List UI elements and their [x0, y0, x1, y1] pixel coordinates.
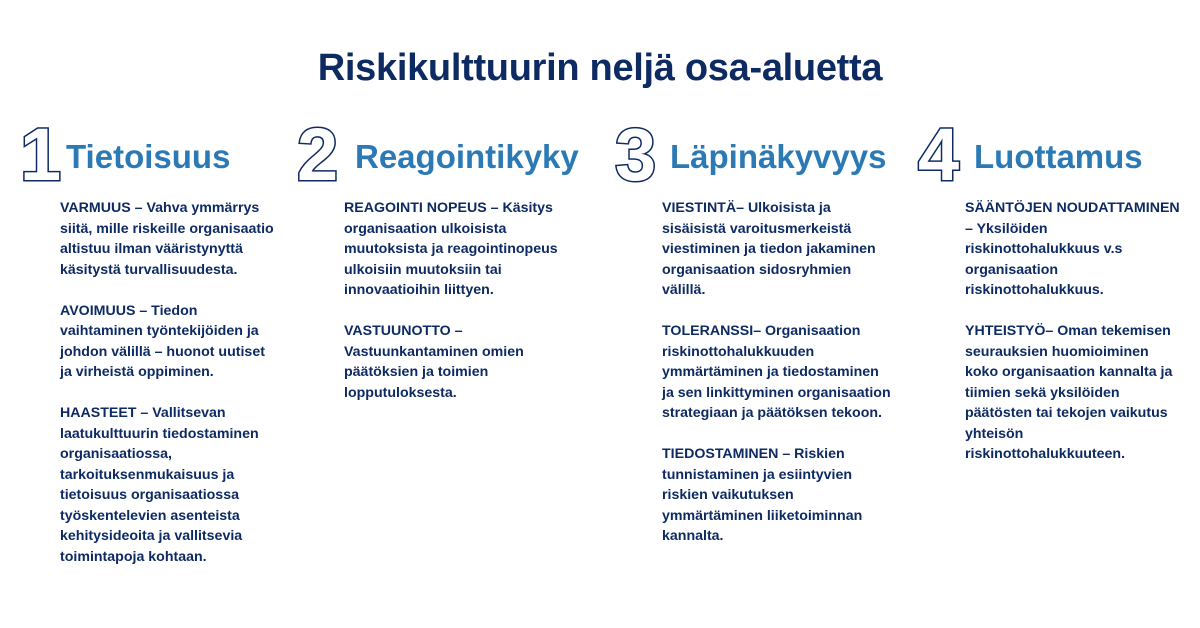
- paragraph-label: VIESTINTÄ: [662, 200, 737, 216]
- paragraph-text: – Oman tekemisen seurauksien huomioiminen koko organisaation kannalta ja tiimien sekä yksilöiden päätösten tai tekojen vaikutus yhteisön riskinottohalukkuuteen.: [965, 323, 1173, 462]
- column-body: [60, 198, 278, 588]
- paragraph: [60, 301, 278, 383]
- paragraph-text: – Tiedon vaihtaminen työntekijöiden ja johdon välillä – huonot uutiset ja virheistä oppiminen.: [60, 302, 265, 380]
- paragraph-text: – Ulkoisista ja sisäisistä varoitusmerkeistä viestiminen ja tiedon jakaminen organisaation sidosryhmien välillä.: [662, 200, 876, 298]
- paragraph-text: – Käsitys organisaation ulkoisista muutoksista ja reagointinopeus ulkoisiin muutoksiin tai innovaatioihin liittyen.: [344, 200, 558, 298]
- column-number: 4: [918, 113, 960, 196]
- paragraph: [60, 198, 278, 280]
- column-number: 2: [297, 113, 339, 196]
- paragraph-label: TOLERANSSI: [662, 323, 754, 339]
- paragraph-text: – Yksilöiden riskinottohalukkuus v.s organisaation riskinottohalukkuus.: [965, 220, 1123, 298]
- column-number: 1: [20, 113, 62, 196]
- column-heading: Luottamus: [974, 138, 1143, 175]
- column-heading: Läpinäkyvyys: [670, 138, 887, 175]
- paragraph: [965, 198, 1185, 301]
- paragraph: [344, 198, 580, 301]
- paragraph-label: HAASTEET: [60, 405, 137, 421]
- column-heading: Tietoisuus: [66, 138, 231, 175]
- paragraph: [662, 321, 894, 424]
- paragraph-text: – Organisaation riskinottohalukkuuden ymmärtäminen ja tiedostaminen ja sen linkittyminen organisaation strategiaan ja päätöksen tekoon.: [662, 323, 891, 421]
- paragraph-text: – Riskien tunnistaminen ja esiintyvien riskien vaikutuksen ymmärtäminen liiketoiminnan kannalta.: [662, 446, 863, 544]
- paragraph: [60, 403, 278, 567]
- paragraph-text: – Vallitsevan laatukulttuurin tiedostaminen organisaatiossa, tarkoituksenmukaisuus ja tietoisuus organisaatiossa työskentelevien asenteista kehitysideoita ja vallitsevia toimintapoja kohtaan.: [60, 405, 259, 565]
- paragraph-label: SÄÄNTÖJEN NOUDATTAMINEN: [965, 200, 1180, 216]
- paragraph-text: – Vahva ymmärrys siitä, mille riskeille organisaatio altistuu ilman vääristynyttä käsitystä turvallisuudesta.: [60, 200, 274, 278]
- page-title: Riskikulttuurin neljä osa-aluetta: [317, 47, 883, 89]
- paragraph-label: VASTUUNOTTO: [344, 323, 451, 339]
- paragraph-label: YHTEISTYÖ: [965, 323, 1046, 339]
- paragraph: [344, 321, 580, 403]
- column-heading: Reagointikyky: [355, 138, 579, 175]
- column-body: [344, 198, 580, 424]
- paragraph: [662, 444, 894, 547]
- paragraph-label: VARMUUS: [60, 200, 131, 216]
- paragraph: [662, 198, 894, 301]
- column-body: [662, 198, 894, 567]
- paragraph: [965, 321, 1185, 465]
- paragraph-text: – Vastuunkantaminen omien päätöksien ja toimien lopputuloksesta.: [344, 323, 524, 401]
- paragraph-label: TIEDOSTAMINEN: [662, 446, 779, 462]
- paragraph-label: AVOIMUUS: [60, 302, 136, 319]
- paragraph-label: REAGOINTI NOPEUS: [344, 200, 487, 216]
- column-number: 3: [615, 113, 657, 196]
- column-body: [965, 198, 1185, 485]
